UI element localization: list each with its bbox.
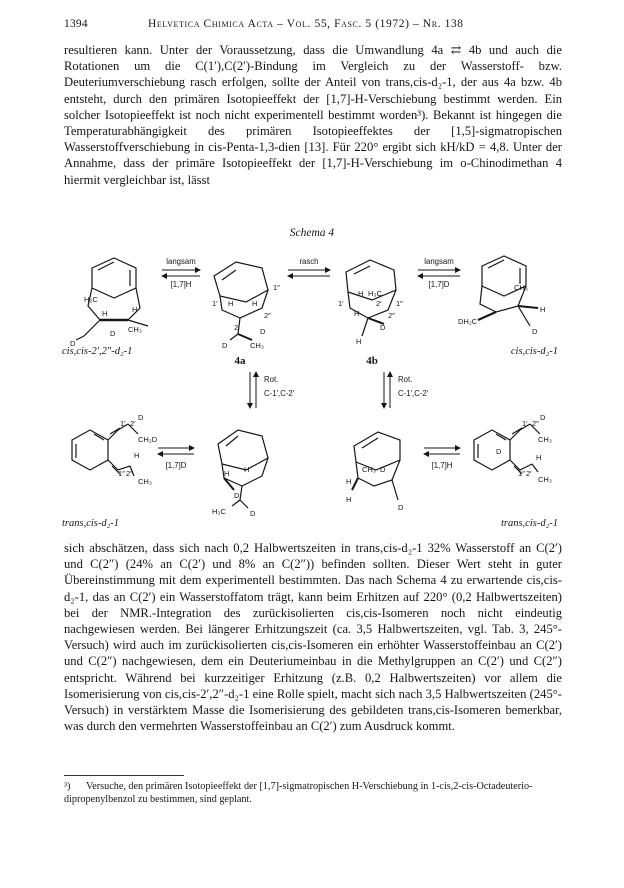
arrow-label-17h-bottom: [1,7]H (431, 461, 453, 470)
atom-label-h: H (356, 337, 362, 346)
arrow-langsam-17h (162, 257, 200, 289)
rot-label-1: Rot. (264, 375, 279, 384)
atom-label-ch3: CH₃ (538, 435, 552, 444)
atom-label-h: H (102, 309, 108, 318)
atom-label-h: H (132, 305, 138, 314)
structure-trans-cis-d2-1-left (72, 413, 158, 486)
atom-label-d: D (532, 327, 538, 336)
atom-label-h: H (244, 465, 250, 474)
rot-label-1-bond: C-1′,C-2′ (264, 389, 295, 398)
atom-label-d: D (496, 447, 502, 456)
structure-trans-cis-d2-1-right (474, 413, 552, 484)
arrow-langsam-17d (418, 257, 460, 289)
arrow-rot-right (384, 372, 429, 408)
paragraph-bottom-text: sich abschätzen, dass sich nach 0,2 Halbwertszeiten in trans,cis-d₂-1 32% Wasserstoff an C(2′) und C(2″) (24% an C(2′) und 8% an C(2″)) befinden sollten. Dieser Wert steht in guter Übereinstimmung mit dem experimentell bestimmten. Das nach Schema 4 zu erwartende cis,cis-d₂-1, das an C(2′) ein Wasserstoffatom trägt, kann beim Erhitzen auf 220° (0,2 Halbwertszeiten) bei der NMR.-Integration des zurückisolierten cis,cis-Isomeren noch nicht eindeutig nachgewiesen werden. Bei längerer Erhitzungszeit (ca. 3,5 Halbwertszeiten, vgl. Tab. 3, 245°-Versuch) wird auch im zurückisolierten cis,cis-Isomeren ein erhöhter Wasserstoffeinbau an C(2′) und C(2″) nachgewiesen, dem ein Deuteriumeinbau in die Methylgruppen an C(2′) und C(2″) entspricht. Während bei kurzzeitiger Erhitzung (z.B. 0,2 Halbwertszeiten) vor allem die Isomerisierung von cis,cis-2′,2″-d₂-1 eine Rolle spielt, macht sich nach 3,5 Halbwertszeiten (245°-Versuch) in verstärktem Masse die Isomerisierung des gebildeten trans,cis-Isomeren bemerkbar, was durch den vermehrten Wasserstoffeinbau an C(2′) zum Ausdruck kommt. (64, 541, 562, 734)
atom-label-d: D (138, 413, 144, 422)
atom-label-h: H (134, 451, 140, 460)
atom-label-d: D (110, 329, 116, 338)
structure-cis-cis-2-2-d2-1 (70, 258, 148, 348)
atom-label-h: H (224, 469, 230, 478)
atom-label-2prime: 2′ (526, 469, 532, 478)
atom-label-h: H (540, 305, 546, 314)
footnote-text: Versuche, den primären Isotopieeffekt der [1,7]-sigmatropischen H-Verschiebung in 1-cis,2-cis-Octadeuterio-dipropenylbenzol zu bestimmen, sind geplant. (64, 781, 533, 805)
atom-label-h3c: H₃C (368, 289, 382, 298)
atom-label-h: H (536, 453, 542, 462)
arrow-17d-bottom (158, 448, 194, 470)
atom-label-h: H (252, 299, 258, 308)
atom-label-1prime: 1′ (522, 419, 528, 428)
atom-label-d: D (260, 327, 266, 336)
atom-label-1prime: 1′ (338, 299, 344, 308)
atom-label-1prime: 1′ (212, 299, 218, 308)
atom-label-ch2d: CH₂D (138, 435, 158, 444)
atom-label-d: D (398, 503, 404, 512)
atom-label-1doubleprime: 1″ (518, 469, 525, 478)
arrow-rasch (288, 257, 330, 276)
footnote (64, 780, 562, 806)
atom-label-2doubleprime: 2″ (126, 469, 133, 478)
atom-label-d: D (380, 323, 386, 332)
paragraph-top (64, 42, 562, 188)
atom-label-ch3: CH₃ (138, 477, 152, 486)
rot-label-2-bond: C-1′,C-2′ (398, 389, 429, 398)
compound-label-cis-cis-d2-1: cis,cis-d₂-1 (510, 346, 558, 357)
structure-cis-cis-d2-1 (458, 256, 545, 336)
scheme-title: Schema 4 (289, 227, 335, 239)
compound-label-cis-cis-2-2-d2-1: cis,cis-2′,2″-d₂-1 (62, 346, 133, 357)
structure-rotamer-left (212, 430, 268, 518)
arrow-label-17d: [1,7]D (428, 280, 450, 289)
atom-label-1doubleprime: 1″ (396, 299, 403, 308)
structure-rotamer-right (346, 432, 404, 512)
structure-4b (338, 260, 403, 346)
atom-label-ch3: CH₃ (128, 325, 142, 334)
atom-label-2doubleprime: 2″ (532, 419, 539, 428)
atom-label-h: H (346, 477, 352, 486)
atom-label-2doubleprime: 2″ (388, 311, 395, 320)
atom-label-h: H (228, 299, 234, 308)
atom-label-h: H (358, 289, 364, 298)
footnote-rule (64, 775, 184, 776)
atom-label-d: D (380, 465, 386, 474)
arrow-rot-left (250, 372, 295, 408)
arrow-label-17d-bottom: [1,7]D (165, 461, 187, 470)
atom-label-ch3: CH₃ (514, 283, 528, 292)
atom-label-ch3: CH₃ (362, 465, 376, 474)
compound-label-4b: 4b (366, 355, 378, 367)
compound-label-trans-cis-d2-1-right: trans,cis-d₂-1 (500, 518, 558, 529)
compound-label-trans-cis-d2-1-left: trans,cis-d₂-1 (62, 518, 120, 529)
atom-label-ch3: CH₃ (250, 341, 264, 350)
atom-label-2prime: 2′ (130, 419, 136, 428)
reaction-scheme (62, 244, 562, 544)
atom-label-d: D (234, 491, 240, 500)
arrow-label-langsam: langsam (424, 257, 454, 266)
running-title: Helvetica Chimica Acta – Vol. 55, Fasc. 5 (1972) – Nr. 138 (148, 18, 464, 30)
atom-label-h2c: H₂C (84, 295, 98, 304)
atom-label-1prime: 1′ (120, 419, 126, 428)
atom-label-d: D (250, 509, 256, 518)
paragraph-top-text: resultieren kann. Unter der Voraussetzung, dass die Umwandlung 4a ⇄ 4b und auch die Rotationen um die C(1′),C(2′)-Bindung im Vergleich zu der Wasserstoff- bzw. Deuteriumverschiebung rasch erfolgen, sollte der Anteil von trans,cis-d₂-1, der aus 4a bzw. 4b entsteht, durch den primären Isotopieeffekt der [1,7]-H-Verschiebung bestimmt werden. Ein solcher Isotopieeffekt ist noch nicht experimentell bestimmt worden³). Bekannt ist hingegen die Temperaturabhängigkeit des primären Isotopieeffektes der [1,5]-sigmatropischen Wasserstoffverschiebung in cis-Penta-1,3-dien [13]. Für 220° ergibt sich kH/kD = 4,8. Unter der Annahme, dass der primäre Isotopieeffekt der [1,7]-H-Verschiebung im o-Chinodimethan 4 hiermit vergleichbar ist, lässt (64, 43, 562, 187)
atom-label-1doubleprime: 1″ (118, 469, 125, 478)
atom-label-2prime: 2′ (376, 299, 382, 308)
arrow-label-17h: [1,7]H (170, 280, 192, 289)
atom-label-1doubleprime: 1″ (273, 283, 280, 292)
atom-label-h3c: H₃C (212, 507, 226, 516)
structure-4a (212, 262, 280, 350)
compound-label-4a: 4a (234, 355, 246, 367)
page-number: 1394 (64, 18, 88, 30)
arrow-label-langsam: langsam (166, 257, 196, 266)
atom-label-d: D (222, 341, 228, 350)
rot-label-2: Rot. (398, 375, 413, 384)
paragraph-bottom (64, 540, 562, 734)
footnote-mark: ³) (64, 781, 71, 792)
atom-label-2prime: 2′ (234, 323, 240, 332)
atom-label-2doubleprime: 2″ (264, 311, 271, 320)
atom-label-d: D (70, 339, 76, 348)
arrow-label-rasch: rasch (299, 257, 319, 266)
atom-label-ch3: CH₃ (538, 475, 552, 484)
atom-label-h: H (354, 309, 360, 318)
atom-label-h: H (346, 495, 352, 504)
atom-label-dh2c: DH₂C (458, 317, 478, 326)
arrow-17h-bottom (424, 448, 460, 470)
atom-label-d: D (540, 413, 546, 422)
